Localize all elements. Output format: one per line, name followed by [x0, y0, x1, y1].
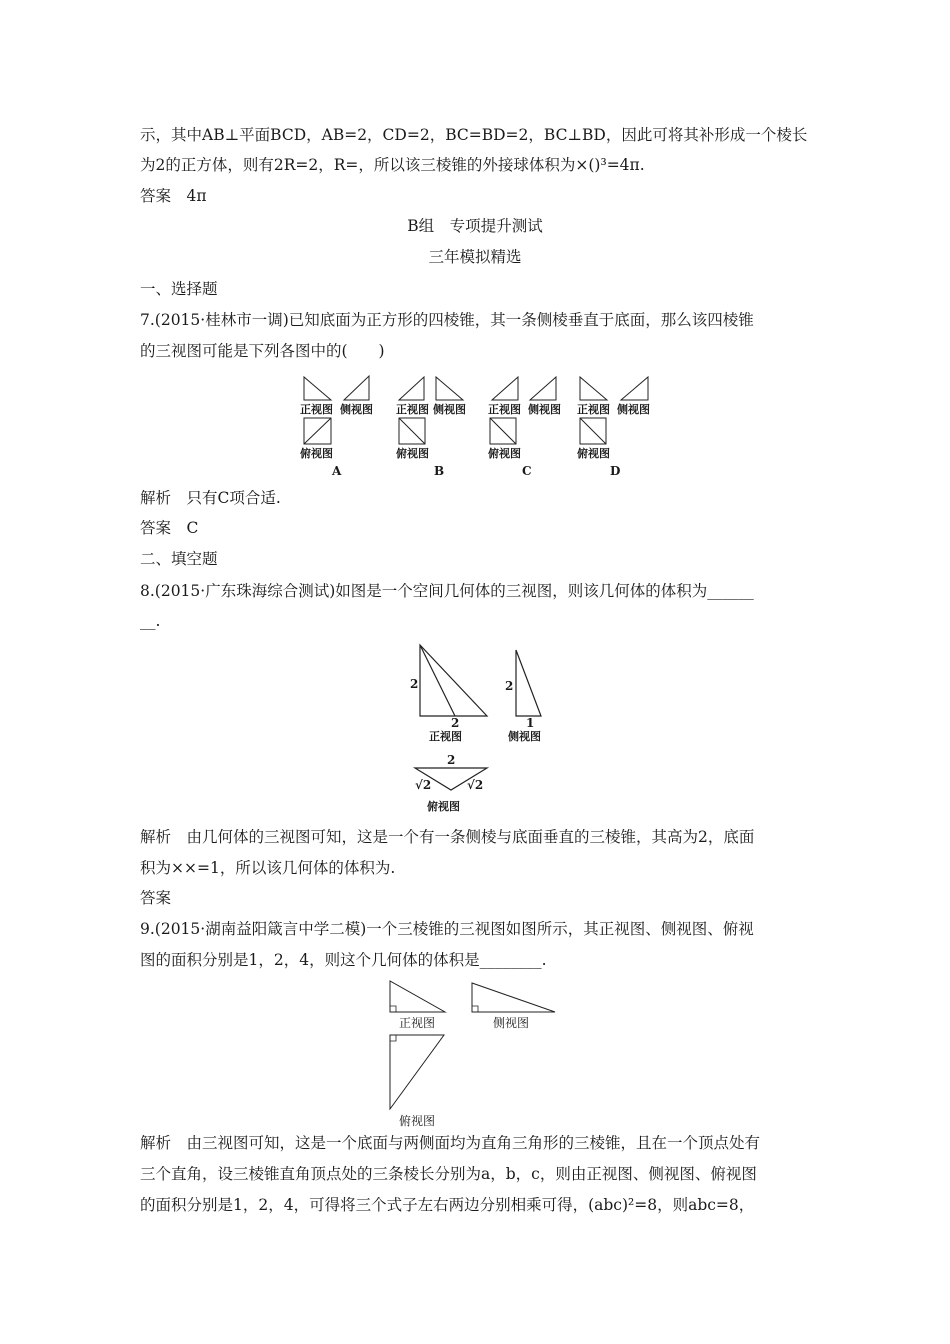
option-a-side-label: 侧视图 [340, 403, 373, 416]
section-fill-heading: 二、填空题 [140, 550, 218, 568]
q8-top-label: 俯视图 [427, 800, 460, 813]
q9-front-label: 正视图 [399, 1016, 436, 1030]
group-b-heading: B组 专项提升测试 [407, 217, 543, 235]
option-c-top-label: 俯视图 [488, 447, 521, 460]
q8-front-label: 正视图 [429, 730, 462, 743]
question-9-figure [380, 975, 570, 1130]
text-line-p2: 为2的正方体，则有2R=2，R=，所以该三棱锥的外接球体积为×()³=4π. [140, 156, 645, 174]
option-a-top-label: 俯视图 [300, 447, 333, 460]
option-b-side-label: 侧视图 [433, 403, 466, 416]
question-8-line1: 8.(2015·广东珠海综合测试)如图是一个空间几何体的三视图，则该几何体的体积为______ [140, 582, 754, 600]
question-8-line2: __. [140, 612, 161, 630]
q9-top-view [390, 1035, 444, 1128]
question-9-line1: 9.(2015·湖南益阳箴言中学二模)一个三棱锥的三视图如图所示，其正视图、侧视图、俯视 [140, 920, 754, 938]
option-a-views [300, 376, 373, 478]
option-d-views [577, 377, 650, 478]
solution-9-line3: 的面积分别是1，2，4，可得将三个式子左右两边分别相乘可得，(abc)²=8，则abc=8， [140, 1196, 755, 1214]
q8-front-height: 2 [410, 677, 419, 691]
option-c-letter: C [522, 464, 532, 478]
question-9-line2: 图的面积分别是1，2，4，则这个几何体的体积是________. [140, 951, 547, 969]
q8-front-view [410, 645, 487, 743]
option-b-views [396, 377, 466, 478]
q8-side-base: 1 [526, 716, 535, 730]
text-line-p1: 示，其中AB⊥平面BCD，AB=2，CD=2，BC=BD=2，BC⊥BD，因此可将其补形成一个棱长 [140, 126, 808, 144]
option-c-side-label: 侧视图 [528, 403, 561, 416]
option-a-letter: A [332, 464, 342, 478]
solution-7: 解析 只有C项合适. [140, 489, 281, 507]
answer-8: 答案 [140, 889, 172, 907]
question-8-figure [405, 640, 565, 820]
three-years-heading: 三年模拟精选 [428, 248, 522, 266]
option-d-top-label: 俯视图 [577, 447, 610, 460]
option-d-side-label: 侧视图 [617, 403, 650, 416]
question-7-line2: 的三视图可能是下列各图中的( ) [140, 342, 385, 360]
q8-top-right: √2 [467, 778, 484, 792]
q9-side-view [472, 983, 555, 1030]
option-b-front-label: 正视图 [396, 403, 429, 416]
q8-front-base: 2 [451, 716, 460, 730]
q8-side-label: 侧视图 [508, 730, 541, 743]
solution-9-line1: 解析 由三视图可知，这是一个底面与两侧面均为直角三角形的三棱锥，且在一个顶点处有 [140, 1134, 761, 1152]
solution-8-line2: 积为××=1，所以该几何体的体积为. [140, 859, 396, 877]
q9-front-view [390, 981, 445, 1030]
q8-top-left: √2 [415, 778, 432, 792]
q9-side-label: 侧视图 [493, 1016, 530, 1030]
solution-9-line2: 三个直角，设三棱锥直角顶点处的三条棱长分别为a，b，c，则由正视图、侧视图、俯视图 [140, 1165, 757, 1183]
option-b-top-label: 俯视图 [396, 447, 429, 460]
answer-7: 答案 C [140, 519, 199, 537]
q8-top-view [415, 753, 487, 813]
option-d-letter: D [610, 464, 621, 478]
answer-q6: 答案 4π [140, 187, 207, 205]
option-c-views [488, 377, 561, 478]
option-a-front-label: 正视图 [300, 403, 333, 416]
option-b-letter: B [434, 464, 445, 478]
option-c-front-label: 正视图 [488, 403, 521, 416]
section-choice-heading: 一、选择题 [140, 280, 218, 298]
q8-top-width: 2 [447, 753, 456, 767]
q8-side-height: 2 [505, 679, 514, 693]
question-7-figure [296, 372, 666, 482]
q9-top-label: 俯视图 [399, 1114, 436, 1128]
solution-8-line1: 解析 由几何体的三视图可知，这是一个有一条侧棱与底面垂直的三棱锥，其高为2，底面 [140, 828, 755, 846]
q8-side-view [505, 650, 541, 743]
option-d-front-label: 正视图 [577, 403, 610, 416]
question-7-line1: 7.(2015·桂林市一调)已知底面为正方形的四棱锥，其一条侧棱垂直于底面，那么该四棱锥 [140, 311, 754, 329]
